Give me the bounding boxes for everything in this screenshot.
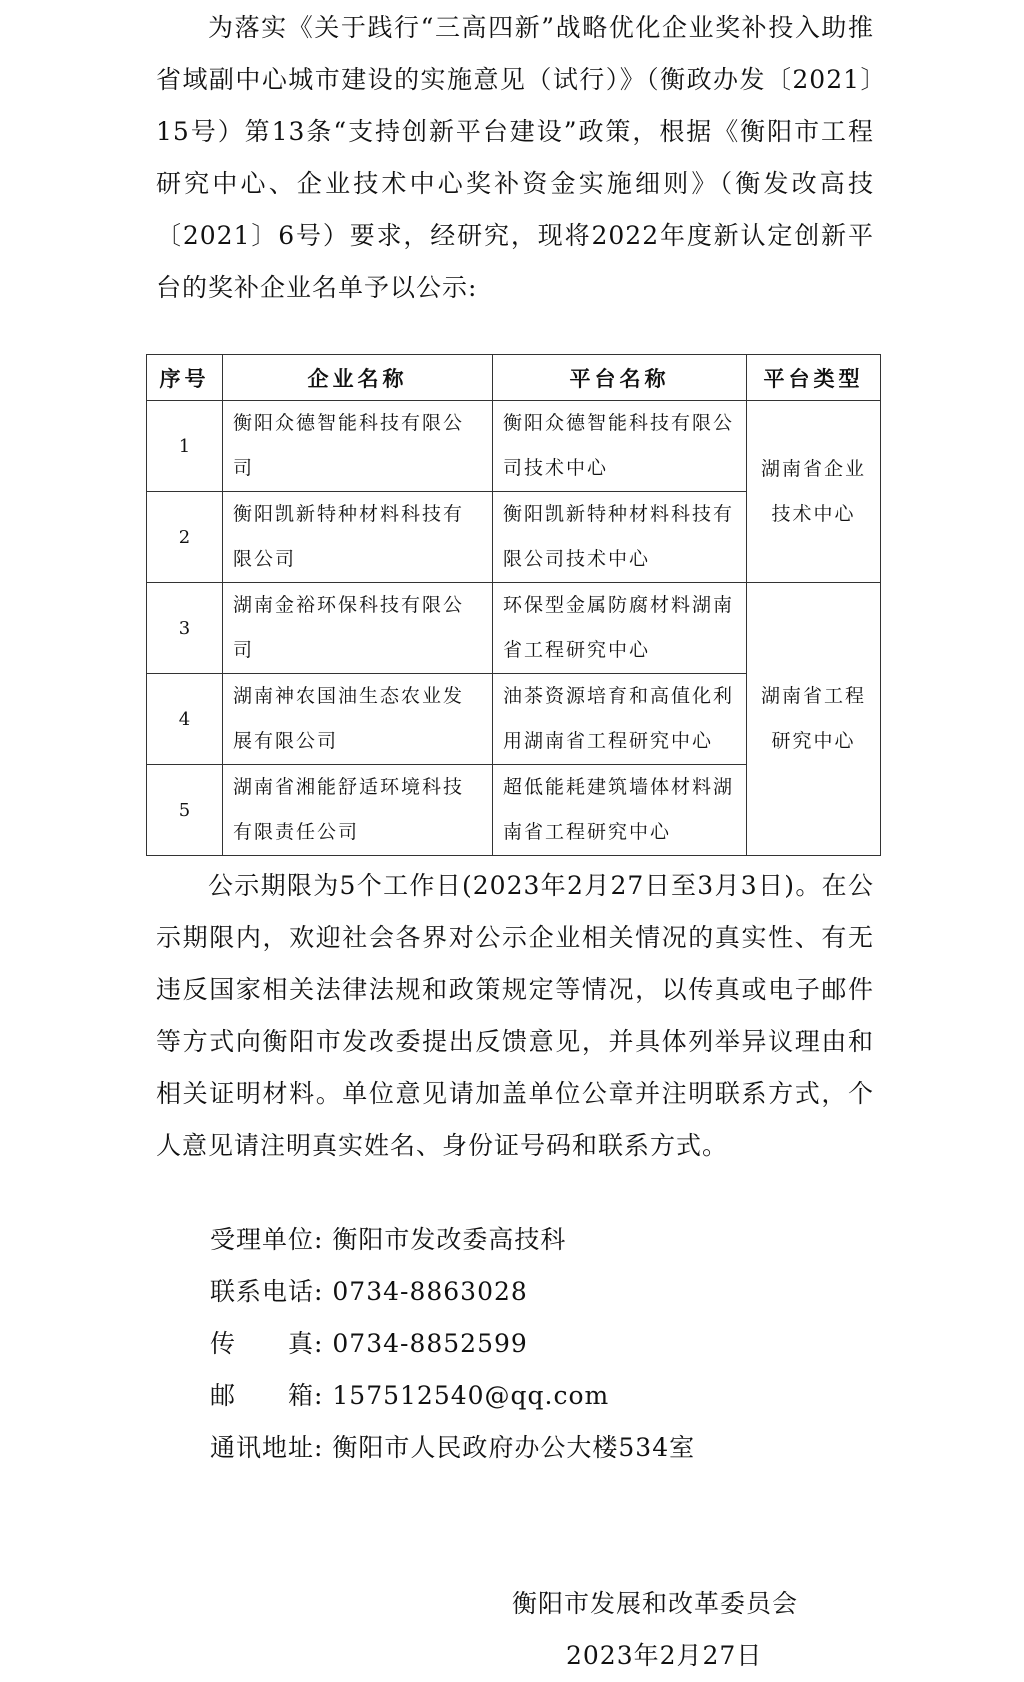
row-company: 湖南金裕环保科技有限公司: [223, 583, 493, 674]
contact-address: [210, 1422, 695, 1474]
table-row: [147, 401, 881, 492]
row-no: 3: [147, 583, 223, 674]
header-type: 平台类型: [747, 355, 881, 401]
contact-phone: [210, 1266, 528, 1318]
contact-unit-value: 衡阳市发改委高技科: [332, 1225, 567, 1254]
header-no: 序号: [147, 355, 223, 401]
row-company: 衡阳众德智能科技有限公司: [223, 401, 493, 492]
row-no: 2: [147, 492, 223, 583]
signature-org: 衡阳市发展和改革委员会: [512, 1589, 799, 1618]
contact-phone-label: 联系电话:: [210, 1277, 324, 1306]
row-type-engineering-center: 湖南省工程研究中心: [747, 583, 881, 856]
intro-paragraph: 为落实《关于践行“三高四新”战略优化企业奖补投入助推省域副中心城市建设的实施意见（试行）》（衡政办发〔2021〕15号）第13条“支持创新平台建设”政策，根据《衡阳市工程研究中心、企业技术中心奖补资金实施细则》（衡发改高技〔2021〕6号）要求，经研究，现将2022年度新认定创新平台的奖补企业名单予以公示:: [156, 13, 874, 302]
contact-unit-label: 受理单位:: [210, 1225, 324, 1254]
contact-phone-value: 0734-8863028: [332, 1277, 528, 1306]
header-platform: 平台名称: [493, 355, 747, 401]
notice-paragraph: 公示期限为5个工作日(2023年2月27日至3月3日)。在公示期限内，欢迎社会各界对公示企业相关情况的真实性、有无违反国家相关法律法规和政策规定等情况，以传真或电子邮件等方式向衡阳市发改委提出反馈意见，并具体列举异议理由和相关证明材料。单位意见请加盖单位公章并注明联系方式，个人意见请注明真实姓名、身份证号码和联系方式。: [156, 871, 874, 1160]
header-company: 企业名称: [223, 355, 493, 401]
table-row: [147, 583, 881, 674]
signature-date: 2023年2月27日: [566, 1641, 763, 1670]
contact-fax-value: 0734-8852599: [332, 1329, 528, 1358]
table-header-row: [147, 355, 881, 401]
contact-fax: [210, 1318, 528, 1370]
award-list-table: [146, 354, 881, 856]
contact-unit: [210, 1214, 566, 1266]
contact-address-value: 衡阳市人民政府办公大楼534室: [332, 1433, 696, 1462]
row-platform: 油茶资源培育和高值化利用湖南省工程研究中心: [493, 674, 747, 765]
row-platform: 环保型金属防腐材料湖南省工程研究中心: [493, 583, 747, 674]
row-company: 湖南神农国油生态农业发展有限公司: [223, 674, 493, 765]
contact-email: [210, 1370, 609, 1422]
contact-fax-label: 传 真:: [210, 1329, 324, 1358]
row-no: 1: [147, 401, 223, 492]
row-company: 湖南省湘能舒适环境科技有限责任公司: [223, 765, 493, 856]
row-type-enterprise-center: 湖南省企业技术中心: [747, 401, 881, 583]
contact-email-value: 157512540@qq.com: [332, 1381, 610, 1410]
row-platform: 衡阳众德智能科技有限公司技术中心: [493, 401, 747, 492]
row-platform: 衡阳凯新特种材料科技有限公司技术中心: [493, 492, 747, 583]
contact-email-label: 邮 箱:: [210, 1381, 324, 1410]
row-no: 5: [147, 765, 223, 856]
row-platform: 超低能耗建筑墙体材料湖南省工程研究中心: [493, 765, 747, 856]
contact-address-label: 通讯地址:: [210, 1433, 324, 1462]
row-company: 衡阳凯新特种材料科技有限公司: [223, 492, 493, 583]
row-no: 4: [147, 674, 223, 765]
